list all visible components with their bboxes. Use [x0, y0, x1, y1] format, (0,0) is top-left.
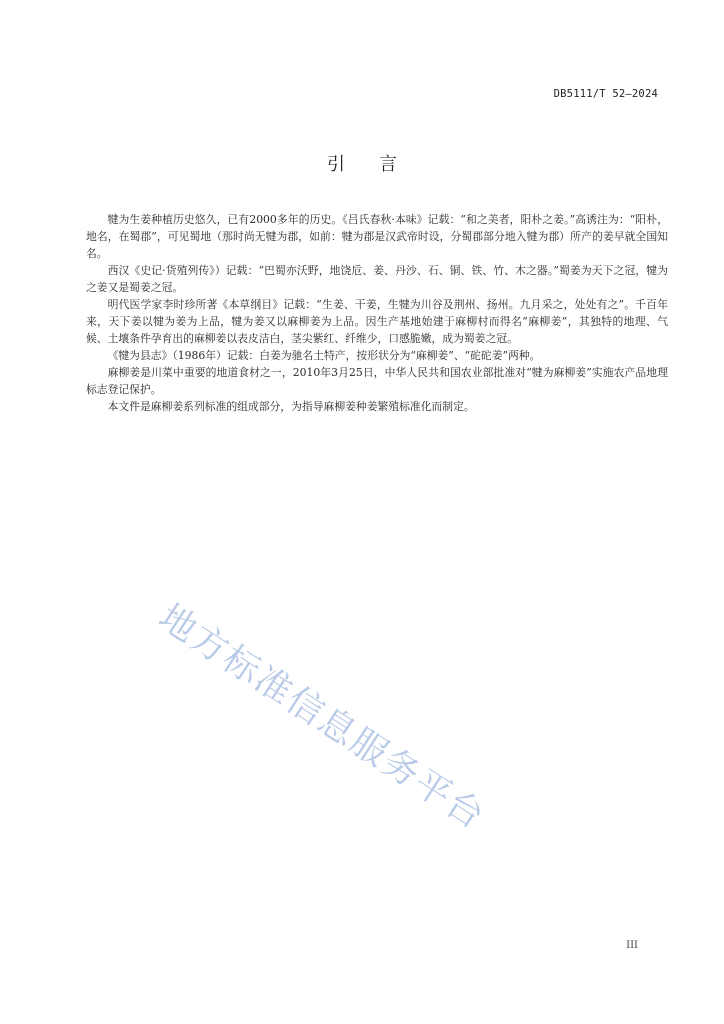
page-title: 引言 [327, 154, 431, 175]
paragraph: 《犍为县志》（1986年）记载：白姜为驰名土特产，按形状分为“麻柳姜”、“砣砣姜”两种。 [107, 349, 541, 362]
body-text [86, 211, 668, 415]
paragraph: 明代医学家李时珍所著《本草纲目》记载：“生姜、干姜，生犍为川谷及荆州、扬州。九月采之，处处有之”。千百年来，天下姜以犍为姜为上品，犍为姜又以麻柳姜为上品。因生产基地始建于麻柳村而得名“麻柳姜”，其独特的地理、气候、土壤条件孕育出的麻柳姜以表皮洁白，茎尖紫红、纤维少，口感脆嫩，成为蜀姜之冠。 [86, 298, 668, 345]
page-number: III [626, 940, 638, 951]
paragraph: 本文件是麻柳姜系列标准的组成部分，为指导麻柳姜种姜繁殖标准化而制定。 [107, 400, 475, 413]
watermark: 地方标准信息服务平台 [151, 596, 493, 839]
paragraph: 西汉《史记·货殖列传》）记载：“巴蜀亦沃野，地饶卮、姜、丹沙、石、铜、铁、竹、木之器。”蜀姜为天下之冠，犍为之姜又是蜀姜之冠。 [86, 264, 668, 294]
paragraph: 麻柳姜是川菜中重要的地道食材之一，2010年3月25日，中华人民共和国农业部批准对“犍为麻柳姜”实施农产品地理标志登记保护。 [86, 366, 668, 396]
paragraph: 犍为生姜种植历史悠久，已有2000多年的历史。《吕氏春秋·本味》记载：“和之美者，阳朴之姜。”高诱注为：“阳朴，地名，在蜀郡”，可见蜀地（那时尚无犍为郡，如前：犍为郡是汉武帝时设，分蜀郡部分地入犍为郡）所产的姜早就全国知名。 [86, 213, 668, 260]
document-code: DB5111/T 52—2024 [553, 88, 658, 100]
